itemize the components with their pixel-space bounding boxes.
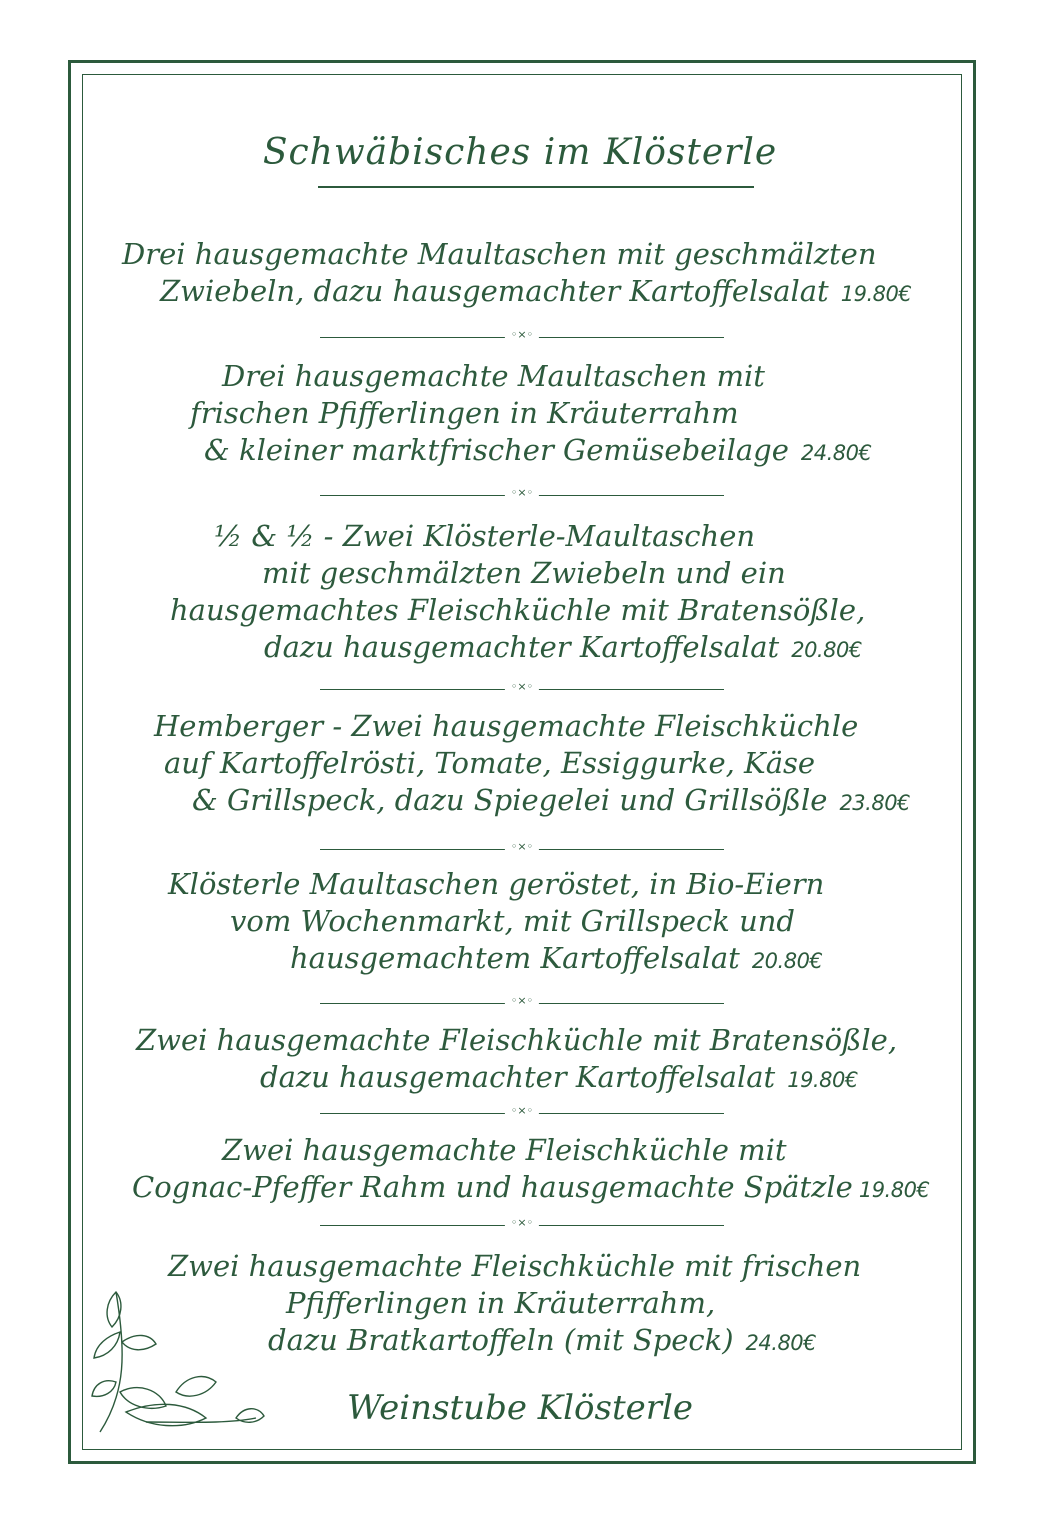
item-price: 23.80€	[839, 791, 910, 815]
item-price: 19.80€	[787, 1068, 858, 1092]
item-line: Drei hausgemachte Maultaschen mit geschmälzten	[122, 237, 877, 271]
item-line: Hemberger - Zwei hausgemachte Fleischküchle	[154, 709, 859, 743]
item-line-text: Cognac-Pfeffer Rahm und hausgemachte Spätzle	[132, 1170, 853, 1204]
item-line: Drei hausgemachte Maultaschen mit	[222, 359, 765, 393]
menu-item	[0, 1132, 1040, 1209]
item-divider	[320, 1104, 724, 1120]
item-divider	[320, 486, 724, 502]
item-line: mit geschmälzten Zwiebeln und ein	[262, 556, 786, 590]
item-line	[204, 432, 1040, 472]
item-line: frischen Pfifferlingen in Kräuterrahm	[190, 396, 739, 430]
item-line	[192, 782, 1040, 822]
item-line-text: dazu Bratkartoffeln (mit Speck)	[268, 1323, 734, 1357]
item-line: vom Wochenmarkt, mit Grillspeck und	[230, 904, 795, 938]
divider-ornament-icon: ◦×◦	[505, 994, 539, 1007]
menu-item	[0, 236, 1040, 313]
item-line: auf Kartoffelrösti, Tomate, Essiggurke, Käse	[164, 746, 816, 780]
menu-footer-signature: Weinstube Klösterle	[347, 1388, 693, 1428]
divider-ornament-icon: ◦×◦	[505, 328, 539, 341]
item-line-text: dazu hausgemachter Kartoffelsalat	[260, 1060, 776, 1094]
divider-ornament-icon: ◦×◦	[505, 840, 539, 853]
item-line: Zwei hausgemachte Fleischküchle mit	[222, 1133, 787, 1167]
item-line: Zwei hausgemachte Fleischküchle mit Bratensößle,	[136, 1023, 898, 1057]
item-line: Zwei hausgemachte Fleischküchle mit frischen	[168, 1249, 862, 1283]
item-line	[290, 940, 1040, 980]
menu-item	[0, 708, 1040, 822]
item-line-text: & kleiner marktfrischer Gemüsebeilage	[204, 433, 789, 467]
divider-ornament-icon: ◦×◦	[505, 680, 539, 693]
divider-ornament-icon: ◦×◦	[505, 1216, 539, 1229]
item-line: ½ & ½ - Zwei Klösterle-Maultaschen	[214, 519, 756, 553]
item-line-text: Zwiebeln, dazu hausgemachter Kartoffelsalat	[160, 274, 829, 308]
item-line	[132, 1169, 1040, 1209]
menu-item	[0, 518, 1040, 669]
item-line: Pfifferlingen in Kräuterrahm,	[286, 1286, 716, 1320]
item-price: 20.80€	[791, 638, 862, 662]
item-line: Klösterle Maultaschen geröstet, in Bio-Eiern	[168, 867, 825, 901]
item-divider	[320, 328, 724, 344]
item-price: 19.80€	[858, 1178, 930, 1202]
item-line: hausgemachtes Fleischküchle mit Bratensößle,	[170, 593, 866, 627]
item-divider	[320, 840, 724, 856]
divider-ornament-icon: ◦×◦	[505, 486, 539, 499]
item-price: 19.80€	[840, 282, 912, 306]
divider-ornament-icon: ◦×◦	[505, 1104, 539, 1117]
item-line-text: hausgemachtem Kartoffelsalat	[290, 941, 740, 975]
item-divider	[320, 994, 724, 1010]
item-price: 24.80€	[745, 1331, 817, 1355]
menu-title: Schwäbisches im Klösterle	[262, 132, 778, 173]
title-underline	[318, 186, 754, 188]
item-price: 24.80€	[800, 441, 872, 465]
item-line	[260, 1059, 1040, 1099]
item-line	[264, 629, 1040, 669]
item-line-text: dazu hausgemachter Kartoffelsalat	[264, 630, 780, 664]
item-divider	[320, 680, 724, 696]
menu-item	[0, 866, 1040, 980]
item-divider	[320, 1216, 724, 1232]
item-line-text: & Grillspeck, dazu Spiegelei und Grillsößle	[192, 783, 828, 817]
item-price: 20.80€	[751, 949, 823, 973]
menu-item	[0, 1022, 1040, 1099]
item-line	[268, 1322, 1040, 1362]
item-line	[160, 273, 1040, 313]
menu-item	[0, 358, 1040, 472]
